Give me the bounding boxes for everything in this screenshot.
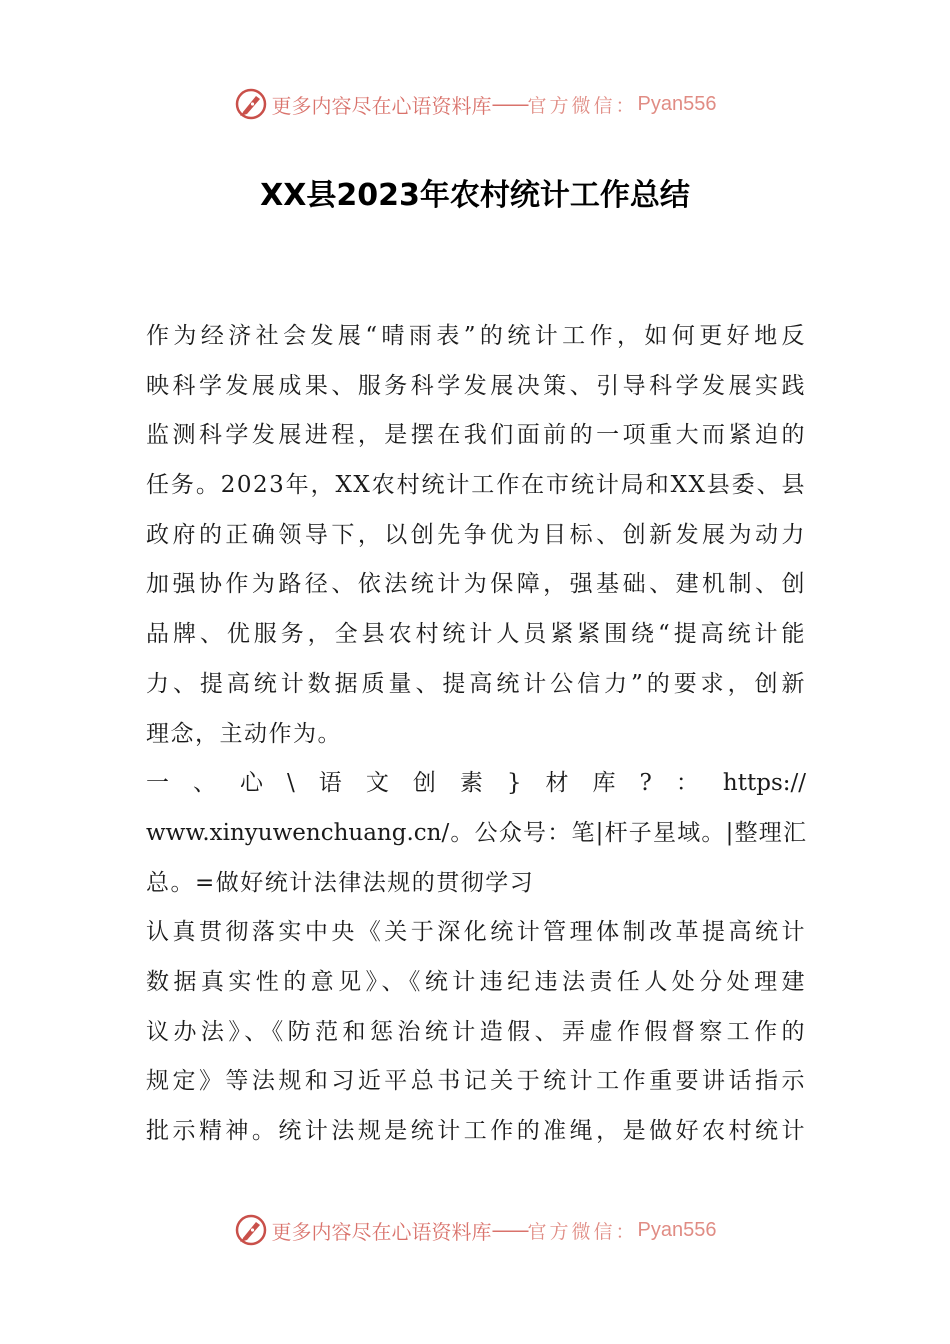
text-line: 总。=做好统计法律法规的贯彻学习 xyxy=(146,869,535,896)
banner-dash: —— xyxy=(491,92,528,116)
text-line: www.xinyuwenchuang.cn/。公众号：笔|杆子星域。|整理汇 xyxy=(146,819,806,846)
document-body xyxy=(146,312,806,1157)
text-line: 加强协作为路径、依法统计为保障，强基础、建机制、创 xyxy=(146,571,806,598)
text-line: 理念，主动作为。 xyxy=(146,720,342,747)
pen-nib-logo-icon xyxy=(234,87,268,121)
text-line: 批示精神。统计法规是统计工作的准绳，是做好农村统计 xyxy=(146,1118,806,1144)
header-banner xyxy=(0,84,950,124)
pen-nib-logo-icon xyxy=(234,1213,268,1247)
text-line: 品牌、优服务，全县农村统计人员紧紧围绕“提高统计能 xyxy=(146,621,806,648)
text-line: 议办法》、《防范和惩治统计造假、弄虚作假督察工作的 xyxy=(146,1018,806,1045)
banner-wechat-id: Pyan556 xyxy=(637,1218,717,1241)
text-line: 规定》等法规和习近平总书记关于统计工作重要讲话指示 xyxy=(146,1068,806,1095)
banner-sub-text: 官方微信： xyxy=(527,94,638,117)
text-line: 监测科学发展进程，是摆在我们面前的一项重大而紧迫的 xyxy=(146,422,806,449)
banner-main-text: 更多内容尽在心语资料库 xyxy=(271,1219,492,1244)
footer-banner xyxy=(0,1210,950,1250)
text-line: 力、提高统计数据质量、提高统计公信力”的要求，创新 xyxy=(146,670,806,697)
banner-dash: —— xyxy=(491,1218,528,1242)
text-line: 一、心\语文创素}材库?：https:// xyxy=(146,770,806,797)
text-line: 任务。2023年，XX农村统计工作在市统计局和XX县委、县 xyxy=(146,472,806,499)
text-line: 映科学发展成果、服务科学发展决策、引导科学发展实践 xyxy=(146,372,806,399)
text-line: 政府的正确领导下，以创先争优为目标、创新发展为动力 xyxy=(146,521,806,548)
banner-sub-text: 官方微信： xyxy=(527,1220,638,1243)
text-line: 认真贯彻落实中央《关于深化统计管理体制改革提高统计 xyxy=(146,919,806,946)
text-line: 作为经济社会发展“晴雨表”的统计工作，如何更好地反 xyxy=(146,323,806,349)
banner-wechat-id: Pyan556 xyxy=(637,92,717,115)
banner-main-text: 更多内容尽在心语资料库 xyxy=(271,93,492,118)
text-line: 数据真实性的意见》、《统计违纪违法责任人处分处理建 xyxy=(146,968,806,995)
document-title: XX县2023年农村统计工作总结 xyxy=(260,178,690,213)
